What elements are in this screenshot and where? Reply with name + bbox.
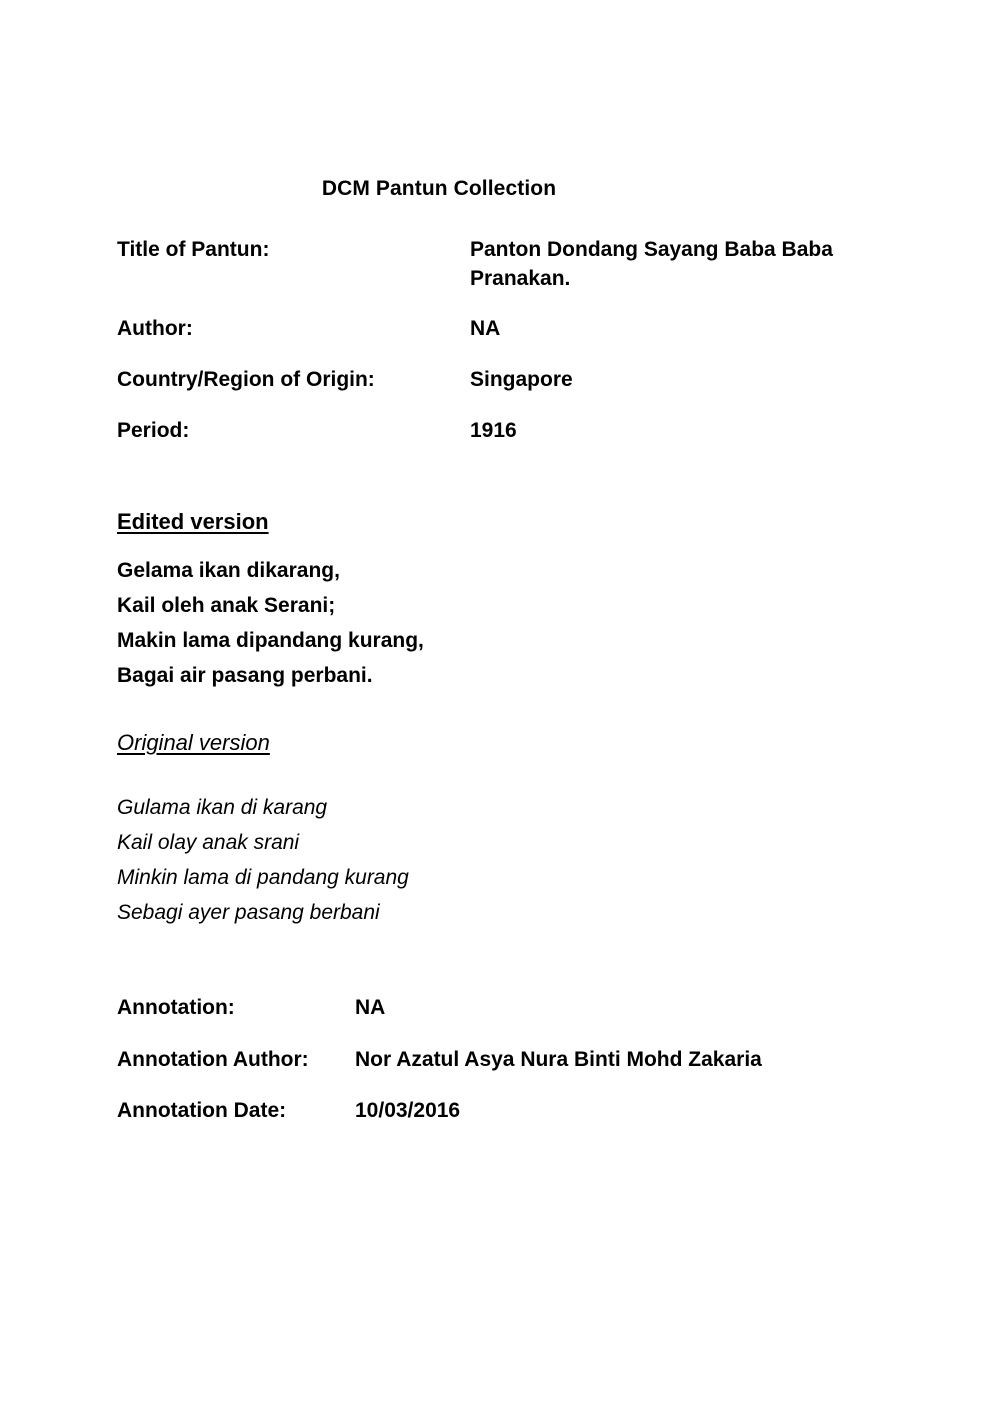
annotation-value-annotation: NA [355, 996, 386, 1020]
annotation-row-author [117, 1046, 883, 1074]
annotation-value-author: Nor Azatul Asya Nura Binti Mohd Zakaria [355, 1047, 762, 1071]
metadata-value-author: NA [470, 317, 501, 341]
verse-line: Bagai air pasang perbani. [117, 663, 373, 687]
verse-line: Kail olay anak srani [117, 831, 300, 855]
verse-line: Sebagi ayer pasang berbani [117, 901, 380, 925]
original-version-heading: Original version [117, 729, 270, 755]
metadata-value-period: 1916 [470, 418, 517, 442]
metadata-label-country: Country/Region of Origin: [117, 367, 375, 391]
spacer-before-original-section [117, 693, 883, 728]
verse-line: Makin lama dipandang kurang, [117, 628, 424, 652]
metadata-label-author: Author: [117, 317, 193, 341]
metadata-row-title [117, 236, 883, 293]
original-version-verse [117, 790, 883, 930]
metadata-value-country: Singapore [470, 367, 573, 391]
spacer-before-edited-section [117, 445, 883, 507]
annotation-label-date: Annotation Date: [117, 1099, 287, 1123]
annotation-row-date [117, 1097, 883, 1125]
annotation-label-author: Annotation Author: [117, 1047, 309, 1071]
metadata-label-period: Period: [117, 418, 190, 442]
spacer-original-heading [117, 757, 883, 790]
verse-line: Kail oleh anak Serani; [117, 593, 336, 617]
verse-line: Gulama ikan di karang [117, 796, 328, 820]
page-title: DCM Pantun Collection [321, 177, 557, 200]
spacer-edited-heading [117, 537, 883, 553]
metadata-row-author [117, 315, 883, 344]
edited-version-verse [117, 553, 883, 693]
annotation-row-annotation [117, 994, 883, 1022]
metadata-row-country [117, 366, 883, 395]
verse-line: Gelama ikan dikarang, [117, 558, 340, 582]
annotation-value-date: 10/03/2016 [355, 1099, 461, 1123]
spacer-before-annotation-block [117, 930, 883, 994]
metadata-row-period [117, 417, 883, 446]
verse-line: Minkin lama di pandang kurang [117, 866, 409, 890]
metadata-value-title: Panton Dondang Sayang Baba Baba Pranakan. [470, 238, 833, 290]
annotation-label-annotation: Annotation: [117, 996, 235, 1020]
metadata-label-title: Title of Pantun: [117, 238, 270, 262]
annotation-block [117, 994, 883, 1125]
edited-version-heading: Edited version [117, 509, 269, 535]
metadata-block [117, 236, 883, 445]
